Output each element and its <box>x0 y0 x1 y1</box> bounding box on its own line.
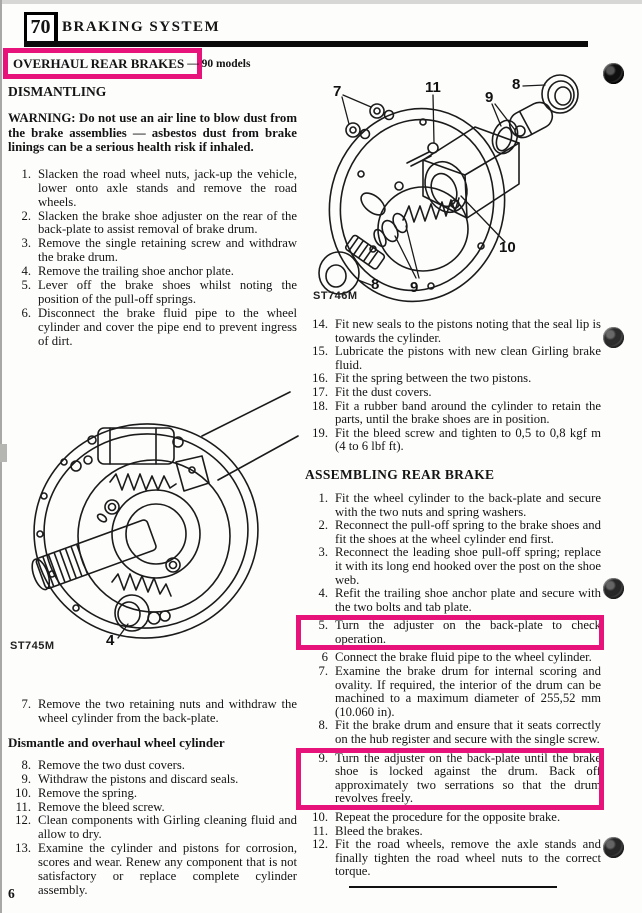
rear-brake-assembly-drawing <box>6 386 302 664</box>
step-item <box>305 665 601 719</box>
figure-caption-st746m: ST746M <box>313 290 358 302</box>
step-number: 17. <box>312 384 328 399</box>
step-number: 4. <box>318 586 328 601</box>
step-item <box>305 400 601 427</box>
step-number: 12. <box>312 837 328 852</box>
step-number: 18. <box>312 398 328 413</box>
callout-8-bottom: 8 <box>371 276 380 293</box>
page-title-suffix: — 90 models <box>187 57 251 70</box>
step-text: Fit the bleed screw and tighten to 0,5 to 0,8 kgf m (4 to 6 lbf ft). <box>335 425 601 454</box>
callout-9-bottom: 9 <box>410 279 419 296</box>
step-text: Slacken the road wheel nuts, jack-up the vehicle, lower onto axle stands and remove the road wheels. <box>38 166 297 209</box>
punch-mark <box>603 578 624 599</box>
step-text: Remove the two retaining nuts and withdraw the wheel cylinder from the back-plate. <box>38 697 297 725</box>
step-text: Reconnect the leading shoe pull-off spring; replace it with its long end hooked over the post on the shoe web. <box>335 545 601 587</box>
step-text: Examine the cylinder and pistons for corrosion, scores and wear. Renew any component that is not satisfactory or replace complete cylinder assembly. <box>38 841 297 897</box>
page-title-highlight-box <box>3 48 251 79</box>
step-text: Connect the brake fluid pipe to the wheel cylinder. <box>335 650 592 665</box>
callout-9-top: 9 <box>485 89 494 106</box>
punch-mark <box>603 837 624 858</box>
step-item <box>8 168 297 210</box>
step-number: 5. <box>318 618 328 633</box>
step-text: Examine the brake drum for internal scoring and ovality. If required, the interior of the drum can be machined to a maximum diameter of 255,52 mm (10.060 in). <box>335 664 601 719</box>
step-text: Withdraw the pistons and discard seals. <box>38 771 239 786</box>
step-number: 1. <box>318 490 328 505</box>
step-item <box>8 279 297 307</box>
punch-mark <box>603 327 624 348</box>
dismantling-steps-1-6 <box>8 168 297 349</box>
step-item <box>8 698 297 726</box>
step-number: 19. <box>312 425 328 440</box>
step-item <box>8 814 297 842</box>
assembling-heading: ASSEMBLING REAR BRAKE <box>305 466 495 482</box>
step-number: 1. <box>21 166 31 181</box>
step-item <box>305 386 601 400</box>
dismantling-steps-8-13 <box>8 759 297 898</box>
step-item <box>305 372 601 386</box>
step-number: 10. <box>312 810 328 824</box>
step-item <box>8 773 297 787</box>
step-text: Remove the bleed screw. <box>38 799 165 814</box>
figure-caption-st745m: ST745M <box>10 640 55 652</box>
step-item <box>8 237 297 265</box>
step-number: 16. <box>312 371 328 386</box>
page-number: 6 <box>8 886 15 901</box>
end-of-section-rule <box>349 886 557 888</box>
dismantling-steps-14-19 <box>305 318 601 454</box>
step-number: 4. <box>21 264 31 279</box>
step-number: 11. <box>15 799 31 814</box>
step-text: Turn the adjuster on the back-plate to check operation. <box>335 618 601 646</box>
step-number: 8. <box>21 757 31 772</box>
step-item <box>305 619 601 646</box>
step-number: 15. <box>312 344 328 359</box>
wheel-cylinder-exploded-drawing <box>303 64 601 309</box>
step-number: 12. <box>15 813 31 828</box>
step-number: 3. <box>21 236 31 251</box>
step-text: Fit the spring between the two pistons. <box>335 371 532 386</box>
step-number: 2. <box>318 518 328 533</box>
step-text: Fit the brake drum and ensure that it seats correctly on the hub register and secure with the single screw. <box>335 718 601 747</box>
figure-wheel-cylinder-exploded <box>303 64 601 309</box>
step-text: Lever off the brake shoes whilst noting the position of the pull-off springs. <box>38 278 297 306</box>
callout-10: 10 <box>499 239 516 256</box>
left-column-top <box>8 84 297 349</box>
assembling-steps <box>305 492 601 879</box>
callout-7: 7 <box>333 83 342 100</box>
step-text: Repeat the procedure for the opposite brake. <box>335 810 561 824</box>
step-item <box>305 427 601 454</box>
section-title: BRAKING SYSTEM <box>62 19 221 35</box>
wheel-cylinder-subheading: Dismantle and overhaul wheel cylinder <box>8 734 225 750</box>
step-item <box>305 825 601 839</box>
step-number: 10. <box>15 785 31 800</box>
step-item <box>305 719 601 746</box>
step-text: Remove the two dust covers. <box>38 757 185 772</box>
dismantling-heading: DISMANTLING <box>8 84 107 99</box>
step-text: Slacken the brake shoe adjuster on the rear of the back-plate to assist removal of brake drum. <box>38 208 297 237</box>
callout-4: 4 <box>106 632 115 649</box>
step-item <box>305 838 601 879</box>
step-text: Remove the single retaining screw and withdraw the brake drum. <box>38 236 297 265</box>
step-number: 7. <box>21 697 31 711</box>
step-item <box>305 546 601 587</box>
punch-mark <box>603 63 624 84</box>
step-item <box>8 265 297 279</box>
step-number: 9. <box>21 771 31 786</box>
step-number: 13. <box>15 841 31 856</box>
step-number: 5. <box>21 278 31 293</box>
step-number: 11. <box>312 823 328 838</box>
step-item <box>8 210 297 238</box>
section-number: 70 <box>24 12 58 44</box>
step-text: Fit the road wheels, remove the axle stands and finally tighten the road wheel nuts to the correct torque. <box>335 837 601 879</box>
step-item <box>8 307 297 349</box>
step-text: Turn the adjuster on the back-plate until the brake shoe is locked against the drum. Back off approximately two serrations so that the drum revolves freely. <box>335 750 601 806</box>
step-number: 8. <box>318 718 328 733</box>
step-number: 6. <box>21 305 31 320</box>
step-number: 3. <box>318 545 328 560</box>
scan-edge-top <box>0 0 642 4</box>
header-rule <box>24 41 588 47</box>
step-item <box>305 651 601 665</box>
page-title: OVERHAUL REAR BRAKES <box>13 55 185 71</box>
step-item <box>305 752 601 806</box>
step-text: Remove the trailing shoe anchor plate. <box>38 264 234 279</box>
step-number: 14. <box>312 317 328 331</box>
step-text: Bleed the brakes. <box>335 823 423 838</box>
step-number: 9. <box>318 750 328 765</box>
step-text: Remove the spring. <box>38 785 138 800</box>
callout-8-top: 8 <box>512 76 521 93</box>
step-item <box>305 519 601 546</box>
step-text: Clean components with Girling cleaning fluid and allow to dry. <box>38 813 297 842</box>
step-text: Refit the trailing shoe anchor plate and secure with the two bolts and tab plate. <box>335 586 601 614</box>
step-item <box>8 787 297 801</box>
step-item <box>8 759 297 773</box>
step-text: Fit a rubber band around the cylinder to retain the parts, until the brake shoes are in position. <box>335 398 601 427</box>
right-column <box>305 318 601 888</box>
warning-text: WARNING: Do not use an air line to blow dust from the brake assemblies — asbestos dust from brake linings can be a serious health risk if inhaled. <box>8 111 297 155</box>
step-number: 7. <box>318 664 328 679</box>
step-text: Disconnect the brake fluid pipe to the wheel cylinder and cover the pipe end to prevent ingress of dirt. <box>38 305 297 348</box>
dismantling-step-7 <box>8 698 297 726</box>
step-item <box>305 318 601 345</box>
step-number: 2. <box>21 208 31 223</box>
step-item <box>305 811 601 825</box>
step-item <box>8 801 297 815</box>
step-text: Reconnect the pull-off spring to the brake shoes and fit the shoes at the wheel cylinder end first. <box>335 518 601 546</box>
left-column-bottom <box>8 698 297 898</box>
step-text: Fit new seals to the pistons noting that the seal lip is towards the cylinder. <box>335 317 601 345</box>
step-item <box>305 345 601 372</box>
callout-11: 11 <box>425 79 441 96</box>
step-item <box>8 842 297 898</box>
step-number: 6 <box>321 650 328 665</box>
step-text: Lubricate the pistons with new clean Girling brake fluid. <box>335 344 601 372</box>
step-text: Fit the wheel cylinder to the back-plate and secure with the two nuts and spring washers. <box>335 490 601 519</box>
figure-rear-brake-assembly <box>6 386 302 664</box>
step-item <box>305 492 601 519</box>
step-item <box>305 587 601 614</box>
step-text: Fit the dust covers. <box>335 384 432 399</box>
